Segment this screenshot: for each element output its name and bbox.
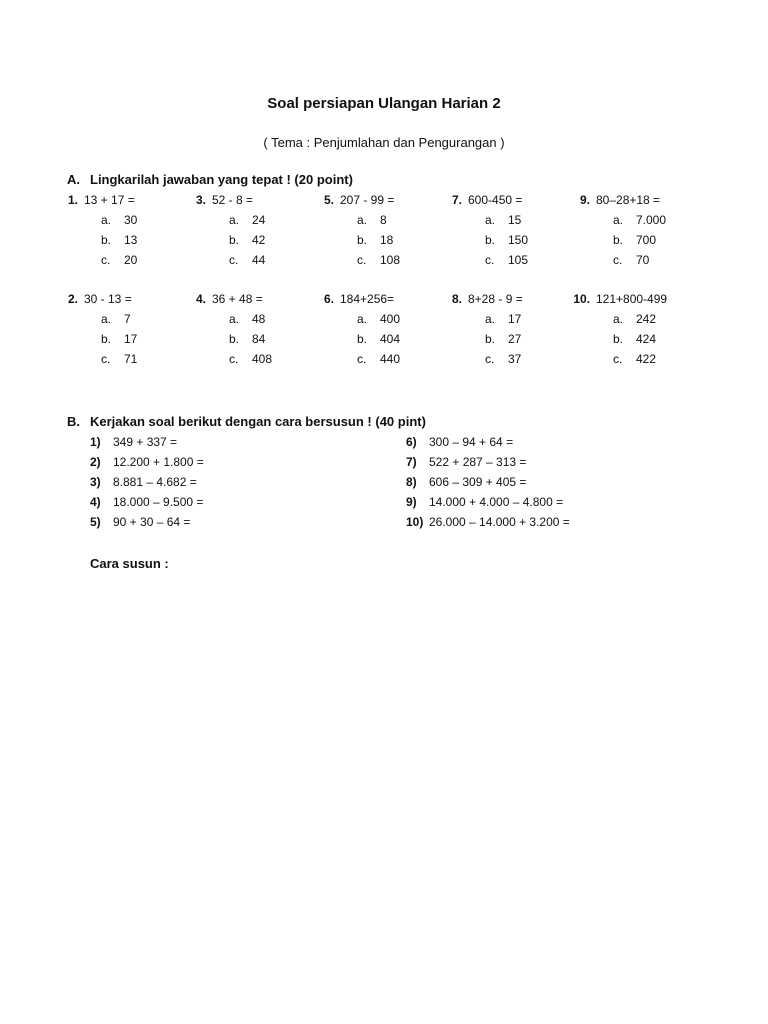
exercise-item (90, 435, 177, 449)
answer-option[interactable] (101, 213, 137, 227)
option-letter: b. (229, 332, 240, 346)
option-value: 48 (252, 312, 266, 326)
option-letter: a. (101, 312, 112, 326)
answer-option[interactable] (101, 253, 137, 267)
question-number: 9. (579, 193, 590, 207)
question-text: 600-450 = (468, 193, 523, 207)
option-letter: b. (357, 233, 368, 247)
answer-option[interactable] (485, 312, 521, 326)
question-text: 36 + 48 = (212, 292, 263, 306)
answer-option[interactable] (357, 213, 387, 227)
answer-option[interactable] (613, 233, 656, 247)
option-value: 242 (636, 312, 657, 326)
question-text: 121+800-499 (596, 292, 668, 306)
option-letter: a. (357, 213, 368, 227)
answer-option[interactable] (357, 253, 400, 267)
option-letter: c. (101, 352, 111, 366)
question-4 (566, 193, 660, 207)
option-value: 404 (380, 332, 401, 346)
answer-option[interactable] (229, 312, 265, 326)
question-9 (566, 292, 667, 306)
option-value: 27 (508, 332, 522, 346)
exercise-number: 5) (90, 515, 101, 529)
exercise-text: 606 – 309 + 405 = (429, 475, 527, 489)
option-value: 150 (508, 233, 529, 247)
option-letter: a. (485, 213, 496, 227)
option-value: 24 (252, 213, 266, 227)
exercise-item (406, 495, 563, 509)
option-value: 44 (252, 253, 266, 267)
option-letter: c. (613, 352, 623, 366)
answer-option[interactable] (485, 233, 528, 247)
question-text: 207 - 99 = (340, 193, 395, 207)
question-text: 52 - 8 = (212, 193, 254, 207)
exercise-item (406, 515, 570, 529)
option-value: 70 (636, 253, 650, 267)
exercise-number: 1) (90, 435, 101, 449)
answer-option[interactable] (613, 213, 666, 227)
exercise-item (406, 435, 513, 449)
option-letter: b. (357, 332, 368, 346)
question-number: 6. (323, 292, 334, 306)
question-number: 8. (451, 292, 462, 306)
exercise-text: 349 + 337 = (113, 435, 178, 449)
question-6 (182, 292, 263, 306)
option-letter: a. (357, 312, 368, 326)
option-value: 17 (124, 332, 138, 346)
option-letter: c. (485, 352, 495, 366)
page-title: Soal persiapan Ulangan Harian 2 (267, 95, 501, 112)
section-b-title: Kerjakan soal berikut dengan cara bersusun ! (40 pint) (90, 414, 426, 429)
question-text: 184+256= (340, 292, 395, 306)
exercise-number: 10) (406, 515, 424, 529)
exercise-item (90, 455, 204, 469)
option-value: 30 (124, 213, 138, 227)
option-value: 13 (124, 233, 138, 247)
cara-susun-label: Cara susun : (90, 556, 169, 571)
question-3 (438, 193, 522, 207)
exercise-item (90, 515, 190, 529)
question-number: 7. (451, 193, 462, 207)
answer-option[interactable] (101, 233, 137, 247)
question-number: 10. (573, 292, 590, 306)
answer-option[interactable] (485, 213, 521, 227)
option-letter: b. (229, 233, 240, 247)
exercise-text: 26.000 – 14.000 + 3.200 = (429, 515, 570, 529)
option-value: 422 (636, 352, 657, 366)
option-value: 37 (508, 352, 522, 366)
exercise-item (90, 495, 203, 509)
question-number: 1. (67, 193, 78, 207)
exercise-number: 6) (406, 435, 417, 449)
exercise-number: 3) (90, 475, 101, 489)
section-b-letter: B. (67, 414, 80, 429)
option-value: 424 (636, 332, 657, 346)
option-letter: a. (613, 213, 624, 227)
option-value: 440 (380, 352, 401, 366)
exercise-text: 522 + 287 – 313 = (429, 455, 527, 469)
section-b-heading (67, 414, 426, 429)
option-value: 71 (124, 352, 138, 366)
option-value: 105 (508, 253, 529, 267)
option-letter: c. (357, 253, 367, 267)
exercise-text: 90 + 30 – 64 = (113, 515, 191, 529)
answer-option[interactable] (357, 312, 400, 326)
exercise-item (406, 475, 526, 489)
answer-option[interactable] (357, 332, 400, 346)
option-letter: a. (229, 213, 240, 227)
answer-option[interactable] (229, 213, 265, 227)
exercise-item (406, 455, 526, 469)
option-value: 18 (380, 233, 394, 247)
answer-option[interactable] (229, 253, 265, 267)
option-value: 84 (252, 332, 266, 346)
exercise-number: 2) (90, 455, 101, 469)
option-letter: b. (613, 233, 624, 247)
option-value: 20 (124, 253, 138, 267)
option-letter: b. (613, 332, 624, 346)
option-letter: b. (101, 233, 112, 247)
answer-option[interactable] (101, 312, 131, 326)
answer-option[interactable] (229, 352, 272, 366)
exercise-text: 8.881 – 4.682 = (113, 475, 197, 489)
exercise-text: 18.000 – 9.500 = (113, 495, 204, 509)
option-value: 408 (252, 352, 273, 366)
option-letter: a. (485, 312, 496, 326)
answer-option[interactable] (101, 332, 137, 346)
option-value: 7 (124, 312, 131, 326)
answer-option[interactable] (229, 332, 265, 346)
option-letter: a. (101, 213, 112, 227)
question-2 (310, 193, 394, 207)
exercise-text: 300 – 94 + 64 = (429, 435, 514, 449)
question-number: 3. (195, 193, 206, 207)
answer-option[interactable] (613, 312, 656, 326)
question-1 (182, 193, 253, 207)
exercise-item (90, 475, 197, 489)
page-subtitle: ( Tema : Penjumlahan dan Pengurangan ) (263, 135, 505, 150)
question-text: 13 + 17 = (84, 193, 135, 207)
option-value: 8 (380, 213, 387, 227)
answer-option[interactable] (613, 332, 656, 346)
option-value: 17 (508, 312, 522, 326)
option-value: 108 (380, 253, 401, 267)
option-letter: b. (485, 233, 496, 247)
section-a-letter: A. (67, 172, 80, 187)
answer-option[interactable] (357, 233, 393, 247)
option-letter: b. (101, 332, 112, 346)
answer-option[interactable] (101, 352, 137, 366)
answer-option[interactable] (485, 332, 521, 346)
question-number: 4. (195, 292, 206, 306)
question-number: 5. (323, 193, 334, 207)
question-7 (310, 292, 394, 306)
option-value: 400 (380, 312, 401, 326)
question-5 (54, 292, 132, 306)
exercise-number: 7) (406, 455, 417, 469)
option-letter: c. (613, 253, 623, 267)
question-number: 2. (67, 292, 78, 306)
question-text: 8+28 - 9 = (468, 292, 523, 306)
exercise-text: 14.000 + 4.000 – 4.800 = (429, 495, 564, 509)
question-8 (438, 292, 523, 306)
option-value: 700 (636, 233, 657, 247)
exercise-text: 12.200 + 1.800 = (113, 455, 204, 469)
answer-option[interactable] (485, 352, 521, 366)
exercise-number: 9) (406, 495, 417, 509)
option-letter: a. (613, 312, 624, 326)
question-text: 30 - 13 = (84, 292, 132, 306)
option-letter: c. (101, 253, 111, 267)
option-letter: b. (485, 332, 496, 346)
answer-option[interactable] (229, 233, 265, 247)
option-letter: c. (357, 352, 367, 366)
exercise-number: 8) (406, 475, 417, 489)
section-a-title: Lingkarilah jawaban yang tepat ! (20 point) (90, 172, 353, 187)
option-value: 7.000 (636, 213, 667, 227)
exercise-number: 4) (90, 495, 101, 509)
answer-option[interactable] (613, 253, 649, 267)
option-letter: c. (229, 253, 239, 267)
answer-option[interactable] (613, 352, 656, 366)
question-text: 80–28+18 = (596, 193, 661, 207)
option-letter: c. (485, 253, 495, 267)
answer-option[interactable] (357, 352, 400, 366)
option-value: 42 (252, 233, 266, 247)
option-letter: a. (229, 312, 240, 326)
section-a-heading (67, 172, 353, 187)
option-letter: c. (229, 352, 239, 366)
answer-option[interactable] (485, 253, 528, 267)
option-value: 15 (508, 213, 522, 227)
question-0 (54, 193, 135, 207)
